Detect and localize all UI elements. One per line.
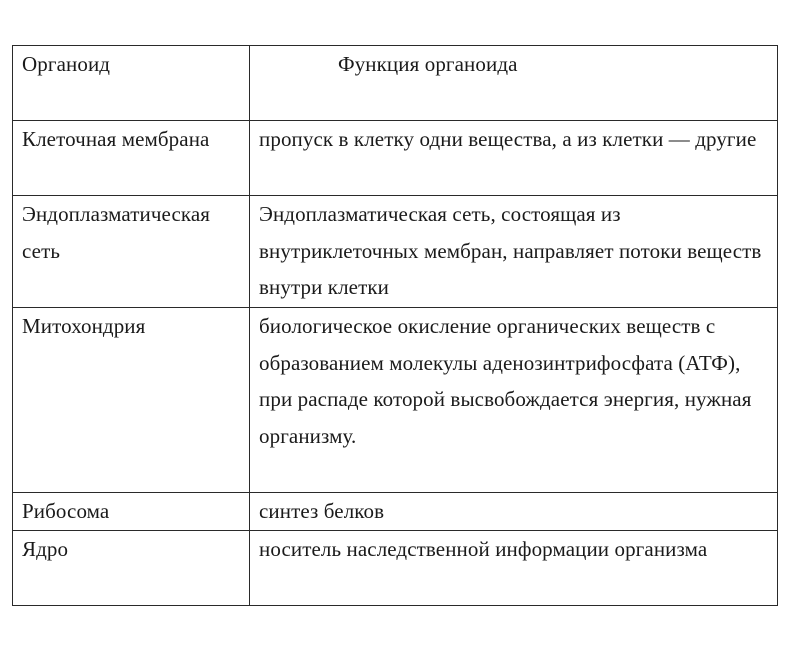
organoid-cell: Рибосома — [13, 493, 250, 531]
header-organoid: Органоид — [13, 46, 250, 121]
function-cell: биологическое окисление органических веществ с образованием молекулы аденозинтрифосфата (АТФ), при распаде которой высвобождается энергия, нужная организму. — [250, 308, 778, 493]
function-cell: Эндоплазматическая сеть, состоящая из внутриклеточных мембран, направляет потоки веществ внутри клетки — [250, 196, 778, 308]
table-row — [13, 530, 778, 605]
function-cell: носитель наследственной информации организма — [250, 530, 778, 605]
function-cell: пропуск в клетку одни вещества, а из клетки — другие — [250, 121, 778, 196]
organoid-table — [12, 45, 778, 606]
table-row — [13, 121, 778, 196]
function-cell: синтез белков — [250, 493, 778, 531]
header-function: Функция органоида — [250, 46, 778, 121]
organoid-cell: Ядро — [13, 530, 250, 605]
table-row — [13, 196, 778, 308]
organoid-cell: Клеточная мембрана — [13, 121, 250, 196]
organoid-cell: Митохондрия — [13, 308, 250, 493]
organoid-cell: Эндоплазматическая сеть — [13, 196, 250, 308]
table-row — [13, 493, 778, 531]
table-header-row — [13, 46, 778, 121]
table-row — [13, 308, 778, 493]
